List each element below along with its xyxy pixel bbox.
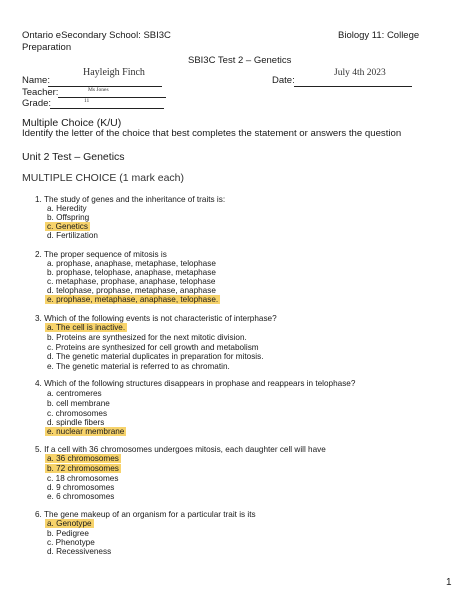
q5-option-a-highlighted: a. 36 chromosomes [47, 454, 119, 463]
question-6: 6. The gene makeup of an organism for a particular trait is its [35, 510, 256, 519]
date-label: Date: [272, 75, 295, 86]
test-title: SBI3C Test 2 – Genetics [188, 55, 292, 66]
q1-option-d: d. Fertilization [47, 231, 98, 240]
q6-option-d: d. Recessiveness [47, 547, 112, 556]
grade-label: Grade: [22, 98, 52, 109]
q2-option-d: d. telophase, prophase, metaphase, anaphase [47, 286, 216, 295]
q4-option-e-highlighted: e. nuclear membrane [47, 427, 125, 436]
q4-option-d: d. spindle fibers [47, 418, 105, 427]
instruction-text: Identify the letter of the choice that best completes the statement or answers the question [22, 128, 402, 139]
q3-option-a-highlighted: a. The cell is inactive. [47, 323, 126, 332]
q1-option-b: b. Offspring [47, 213, 90, 222]
question-5: 5. If a cell with 36 chromosomes undergoes mitosis, each daughter cell will have [35, 445, 326, 454]
q5-option-e: e. 6 chromosomes [47, 492, 115, 501]
q3-option-b: b. Proteins are synthesized for the next mitotic division. [47, 333, 247, 342]
unit-heading: Unit 2 Test – Genetics [22, 151, 125, 163]
q3-option-c: c. Proteins are synthesized for cell growth and metabolism [47, 343, 259, 352]
q5-option-d: d. 9 chromosomes [47, 483, 115, 492]
q3-option-e: e. The genetic material is referred to as chromatin. [47, 362, 230, 371]
q6-option-b: b. Pedigree [47, 529, 89, 538]
question-4: 4. Which of the following structures disappears in prophase and reappears in telophase? [35, 379, 356, 388]
grade-line [50, 108, 164, 109]
q6-option-c: c. Phenotype [47, 538, 95, 547]
school-name-line2: Preparation [22, 42, 72, 53]
q6-option-a-highlighted: a. Genotype [47, 519, 92, 528]
question-3: 3. Which of the following events is not characteristic of interphase? [35, 314, 277, 323]
q2-option-b: b. prophase, telophase, anaphase, metaphase [47, 268, 216, 277]
q5-option-c: c. 18 chromosomes [47, 474, 119, 483]
question-2: 2. The proper sequence of mitosis is [35, 250, 167, 259]
grade-value: 11 [84, 98, 90, 104]
q3-option-d: d. The genetic material duplicates in preparation for mitosis. [47, 352, 264, 361]
mc-heading: MULTIPLE CHOICE (1 mark each) [22, 172, 185, 184]
name-value: Hayleigh Finch [83, 67, 145, 78]
q1-option-c-highlighted: c. Genetics [47, 222, 88, 231]
q2-option-e-highlighted: e. prophase, metaphase, anaphase, telophase. [47, 295, 219, 304]
q2-option-a: a. prophase, anaphase, metaphase, telophase [47, 259, 216, 268]
page-number: 1 [446, 577, 452, 588]
course-name: Biology 11: College [338, 30, 420, 41]
school-name: Ontario eSecondary School: SBI3C [22, 30, 171, 41]
question-1: 1. The study of genes and the inheritance of traits is: [35, 195, 226, 204]
teacher-line [58, 97, 166, 98]
q4-option-a: a. centromeres [47, 389, 102, 398]
q2-option-c: c. metaphase, prophase, anaphase, telophase [47, 277, 216, 286]
q5-option-b-highlighted: b. 72 chromosomes [47, 464, 119, 473]
q4-option-c: c. chromosomes [47, 409, 108, 418]
q1-option-a: a. Heredity [47, 204, 87, 213]
teacher-value: Ms Jones [88, 87, 109, 93]
teacher-label: Teacher: [22, 87, 59, 98]
date-line [294, 86, 412, 87]
section-heading: Multiple Choice (K/U) [22, 117, 122, 129]
q4-option-b: b. cell membrane [47, 399, 110, 408]
name-label: Name: [22, 75, 50, 86]
date-value: July 4th 2023 [334, 68, 386, 78]
